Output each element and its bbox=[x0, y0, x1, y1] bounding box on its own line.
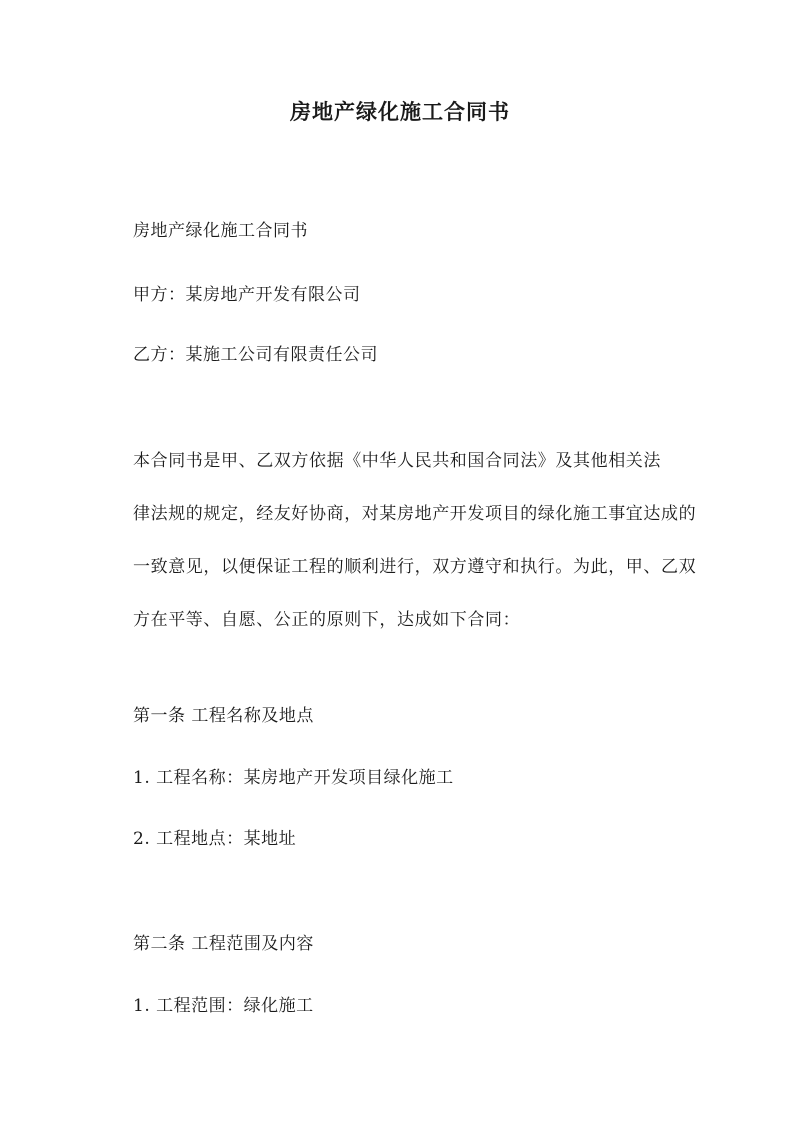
article-1-heading: 第一条 工程名称及地点 bbox=[133, 706, 314, 726]
article-1-item-1: 1. 工程名称：某房地产开发项目绿化施工 bbox=[133, 768, 454, 788]
document-title: 房地产绿化施工合同书 bbox=[290, 99, 510, 124]
preamble-line-1: 本合同书是甲、乙双方依据《中华人民共和国合同法》及其他相关法 bbox=[133, 451, 661, 471]
preamble-paragraph bbox=[133, 435, 703, 647]
document-subtitle: 房地产绿化施工合同书 bbox=[133, 221, 308, 241]
party-b: 乙方：某施工公司有限责任公司 bbox=[133, 345, 378, 365]
preamble-line-2: 律法规的规定，经友好协商，对某房地产开发项目的绿化施工事宜达成的 bbox=[133, 504, 697, 524]
article-2-heading: 第二条 工程范围及内容 bbox=[133, 934, 314, 954]
preamble-line-3: 一致意见，以便保证工程的顺利进行，双方遵守和执行。为此，甲、乙双 bbox=[133, 557, 697, 577]
article-1-item-2: 2. 工程地点：某地址 bbox=[133, 829, 297, 849]
article-2-item-1: 1. 工程范围：绿化施工 bbox=[133, 996, 314, 1016]
preamble-line-4: 方在平等、自愿、公正的原则下，达成如下合同： bbox=[133, 610, 521, 630]
party-a: 甲方：某房地产开发有限公司 bbox=[133, 285, 361, 305]
